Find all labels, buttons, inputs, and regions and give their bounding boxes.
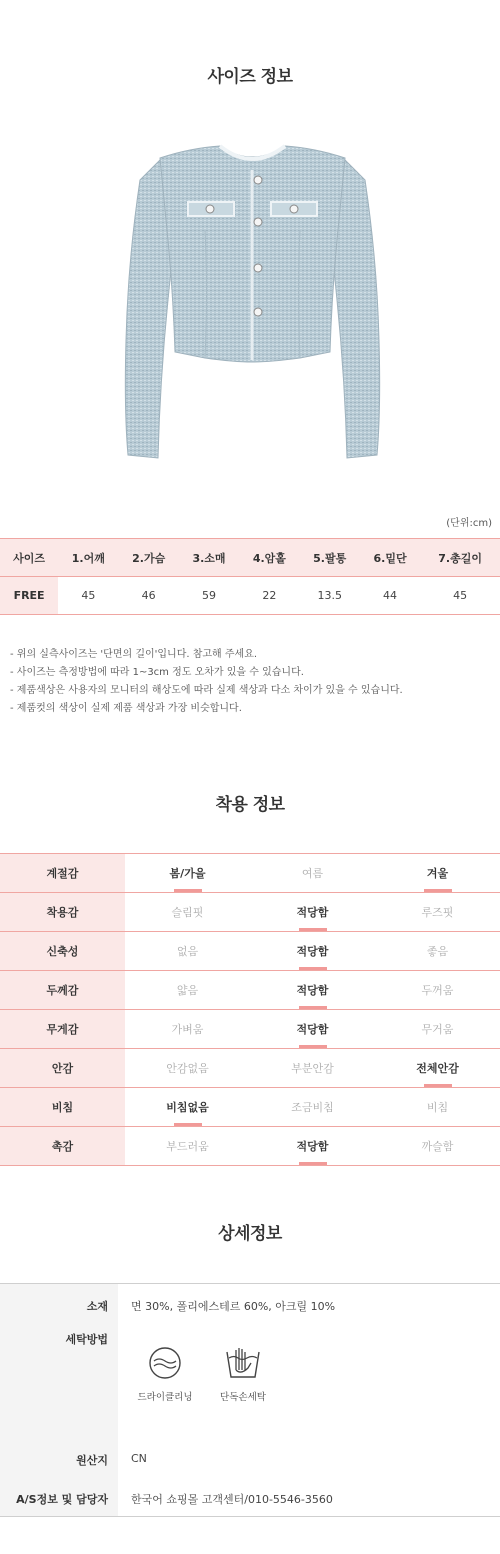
fit-option: 가벼움	[125, 1010, 250, 1049]
fit-row	[0, 1010, 500, 1049]
detail-section-title: 상세정보	[218, 1224, 282, 1244]
size-note: - 제품색상은 사용자의 모니터의 해상도에 따라 실제 색상과 다소 차이가 있을 수 있습니다.	[10, 685, 403, 696]
fit-row-label: 계절감	[0, 854, 125, 893]
product-image-tweed-jacket	[120, 140, 385, 465]
size-header-cell: 사이즈	[0, 539, 58, 577]
unit-label: (단위:cm)	[446, 518, 492, 529]
size-table-header-row	[0, 539, 500, 577]
size-value-cell: 13.5	[300, 577, 360, 615]
fit-option: 좋음	[375, 932, 500, 971]
fit-row-label: 비침	[0, 1088, 125, 1127]
size-row-label: FREE	[0, 577, 58, 615]
fit-option: 부드러움	[125, 1127, 250, 1166]
fit-option: 까슬함	[375, 1127, 500, 1166]
wash-method-dry-clean	[130, 1346, 200, 1403]
fit-option: 안감없음	[125, 1049, 250, 1088]
fit-option-selected: 적당함	[250, 932, 375, 971]
fit-row	[0, 971, 500, 1010]
fit-row-label: 무게감	[0, 1010, 125, 1049]
size-header-cell: 1.어깨	[58, 539, 118, 577]
fit-row	[0, 1127, 500, 1166]
fit-option: 루즈핏	[375, 893, 500, 932]
size-value-cell: 44	[360, 577, 420, 615]
origin-value: CN	[131, 1452, 147, 1465]
fit-option: 두꺼움	[375, 971, 500, 1010]
size-note: - 위의 실측사이즈는 '단면의 길이'입니다. 참고해 주세요.	[10, 649, 258, 660]
wash-method-hand-wash	[208, 1346, 278, 1403]
fit-section-title: 착용 정보	[215, 795, 285, 815]
as-info-value: 한국어 쇼핑몰 고객센터/010-5546-3560	[131, 1493, 333, 1506]
fit-row-label: 두께감	[0, 971, 125, 1010]
fit-option: 없음	[125, 932, 250, 971]
as-info-label: A/S정보 및 담당자	[16, 1493, 108, 1506]
size-header-cell: 4.암홀	[239, 539, 299, 577]
size-note: - 사이즈는 측정방법에 따라 1~3cm 정도 오차가 있을 수 있습니다.	[10, 667, 304, 678]
fit-row-label: 착용감	[0, 893, 125, 932]
fit-option: 비침	[375, 1088, 500, 1127]
detail-label-column	[0, 1284, 118, 1516]
hand-wash-icon	[224, 1346, 262, 1380]
fit-row	[0, 854, 500, 893]
fit-option: 무거움	[375, 1010, 500, 1049]
dry-clean-icon	[148, 1346, 182, 1380]
fit-row-label: 촉감	[0, 1127, 125, 1166]
fit-row	[0, 1049, 500, 1088]
fit-option-selected: 적당함	[250, 1010, 375, 1049]
size-value-cell: 45	[58, 577, 118, 615]
size-table	[0, 538, 500, 615]
fit-option-selected: 적당함	[250, 971, 375, 1010]
fit-option-selected: 전체안감	[375, 1049, 500, 1088]
origin-label: 원산지	[76, 1454, 108, 1467]
fit-row	[0, 1088, 500, 1127]
wash-method-label: 단독손세탁	[220, 1392, 266, 1403]
fit-option: 슬림핏	[125, 893, 250, 932]
fit-row-label: 신축성	[0, 932, 125, 971]
size-value-cell: 46	[119, 577, 179, 615]
size-header-cell: 3.소매	[179, 539, 239, 577]
fit-row	[0, 932, 500, 971]
fit-option: 조금비침	[250, 1088, 375, 1127]
fit-table	[0, 853, 500, 1166]
size-header-cell: 5.팔통	[300, 539, 360, 577]
size-table-row	[0, 577, 500, 615]
size-note: - 제품컷의 색상이 실제 제품 색상과 가장 비슷합니다.	[10, 703, 242, 714]
size-header-cell: 7.총길이	[420, 539, 500, 577]
fit-option-selected: 비침없음	[125, 1088, 250, 1127]
fit-option: 부분안감	[250, 1049, 375, 1088]
detail-table	[0, 1283, 500, 1517]
wash-method-label: 드라이클리닝	[137, 1392, 193, 1403]
size-header-cell: 2.가슴	[119, 539, 179, 577]
size-header-cell: 6.밑단	[360, 539, 420, 577]
size-section-title: 사이즈 정보	[207, 67, 293, 87]
fit-option-selected: 겨울	[375, 854, 500, 893]
size-value-cell: 22	[239, 577, 299, 615]
size-notes	[10, 646, 403, 718]
fit-row	[0, 893, 500, 932]
size-value-cell: 59	[179, 577, 239, 615]
washing-label: 세탁방법	[65, 1333, 108, 1346]
material-label: 소재	[86, 1300, 108, 1313]
fit-row-label: 안감	[0, 1049, 125, 1088]
fit-option: 여름	[250, 854, 375, 893]
fit-option-selected: 적당함	[250, 1127, 375, 1166]
size-value-cell: 45	[420, 577, 500, 615]
fit-option-selected: 봄/가을	[125, 854, 250, 893]
fit-option-selected: 적당함	[250, 893, 375, 932]
fit-option: 얇음	[125, 971, 250, 1010]
material-value: 면 30%, 폴리에스테르 60%, 아크릴 10%	[131, 1300, 336, 1313]
